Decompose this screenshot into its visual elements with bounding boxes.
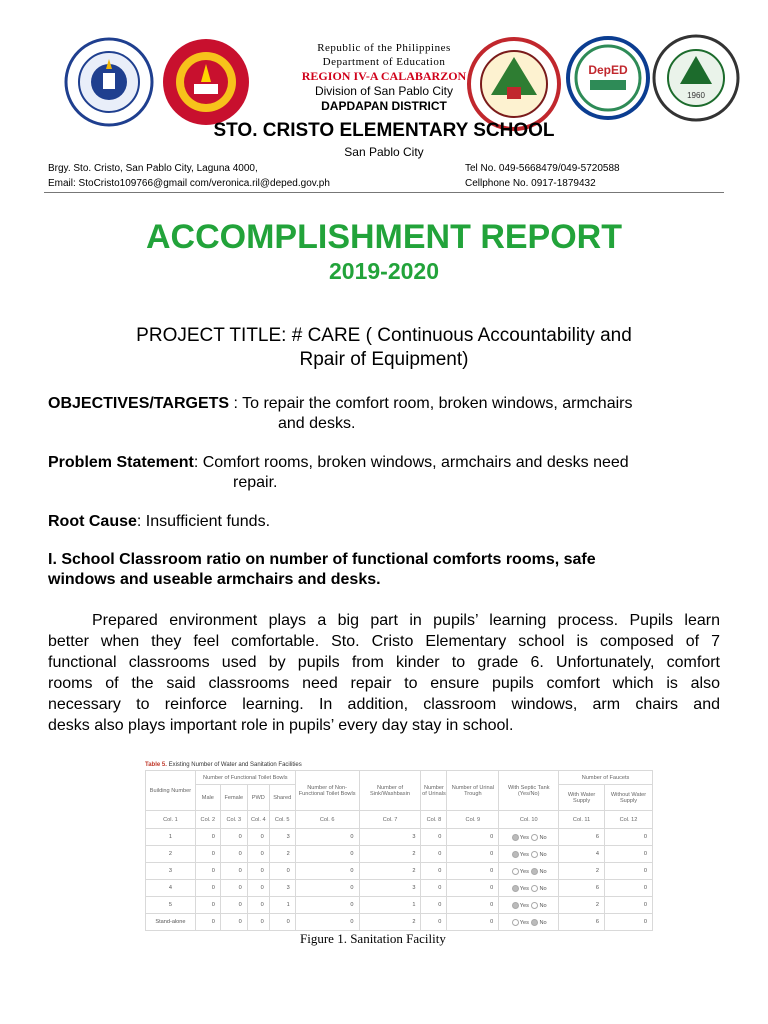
table-cell-with-water: 6 [559,880,605,897]
problem-text-cont: repair. [233,474,278,491]
table-cell-pwd: 0 [247,846,269,863]
no-label: No [539,834,547,841]
project-title-line1: PROJECT TITLE: # CARE ( Continuous Accountability and [136,325,632,346]
table-row [146,863,653,880]
table-cell-with-water: 6 [559,829,605,846]
column-label: Col. 7 [359,811,421,829]
paragraph-line: Prepared environment plays a big part in pupils’ learning process. Pupils learn [92,612,720,629]
table-cell-female: 0 [220,914,247,931]
email-line: Email: StoCristo109766@gmail com/veronica.ril@deped.gov.ph [48,178,330,189]
no-label: No [539,902,547,909]
yes-label: Yes [519,885,529,892]
table-cell-without-water: 0 [605,863,653,880]
table-cell-trough: 0 [447,897,499,914]
septic-radio-cell [499,897,559,914]
yes-radio-icon [512,919,519,926]
objectives-text-cont: and desks. [278,415,356,432]
th-septic: With Septic Tank (Yes/No) [499,771,559,811]
table-cell-pwd: 0 [247,914,269,931]
table-cell-without-water: 0 [605,880,653,897]
table-cell-sink: 2 [359,914,421,931]
table-cell-sink: 3 [359,829,421,846]
svg-text:DepED: DepED [588,63,628,77]
no-radio-icon [531,834,538,841]
no-radio-icon [531,902,538,909]
section1-heading-line2: windows and useable armchairs and desks. [48,571,381,588]
table-row [146,914,653,931]
table-cell-nonfunc: 0 [295,829,359,846]
region-line: REGION IV-A CALABARZON [301,69,467,83]
problem-text: : Comfort rooms, broken windows, armchairs and desks need [193,454,629,471]
table-row [146,897,653,914]
table-cell-pwd: 0 [247,880,269,897]
table-cell-shared: 0 [269,863,295,880]
table-cell-urinals: 0 [421,846,447,863]
table-cell-urinals: 0 [421,897,447,914]
table-cell-building: 4 [146,880,196,897]
no-radio-icon [531,851,538,858]
yes-radio-icon [512,885,519,892]
th-faucet-group: Number of Faucets [559,771,653,785]
body-paragraph [48,610,720,736]
republic-line: Republic of the Philippines [317,42,451,54]
column-label-row [146,811,653,829]
table-cell-without-water: 0 [605,829,653,846]
table-cell-shared: 2 [269,846,295,863]
th-nonfunctional: Number of Non-Functional Toilet Bowls [295,771,359,811]
yes-radio-icon [512,868,519,875]
table-cell-male: 0 [195,863,220,880]
table-cell-male: 0 [195,880,220,897]
svg-text:1960: 1960 [687,91,705,100]
table-caption [145,760,653,770]
table-cell-nonfunc: 0 [295,880,359,897]
column-label: Col. 4 [247,811,269,829]
project-title-line2: Rpair of Equipment) [299,349,469,370]
column-label: Col. 1 [146,811,196,829]
table-cell-shared: 3 [269,880,295,897]
table-cell-male: 0 [195,846,220,863]
table-cell-building: 2 [146,846,196,863]
tel-line: Tel No. 049-5668479/049-5720588 [465,163,620,174]
district-line: DAPDAPAN DISTRICT [321,99,447,113]
th-sink: Number of Sink/Washbasin [359,771,421,811]
division-line: Division of San Pablo City [314,84,454,98]
table-cell-nonfunc: 0 [295,914,359,931]
table-row [146,880,653,897]
root-cause-block [48,513,270,531]
septic-radio-cell [499,914,559,931]
table-caption-text: Existing Number of Water and Sanitation Facilities [166,762,302,768]
paragraph-line: necessary to reinforce learning. In addition, classroom windows, arm chairs and [48,696,720,713]
paragraph-line: rooms of the said classrooms need repair to ensure pupils comfort which is also [48,675,720,692]
table-cell-without-water: 0 [605,846,653,863]
yes-label: Yes [519,902,529,909]
column-label: Col. 3 [220,811,247,829]
problem-block [48,454,629,472]
table-cell-urinals: 0 [421,829,447,846]
paragraph-line: better when they feel comfortable. Sto. Cristo Elementary school is composed of 7 [48,633,720,650]
address-line: Brgy. Sto. Cristo, San Pablo City, Laguna 4000, [48,163,258,174]
table-cell-with-water: 2 [559,863,605,880]
th-without-water: Without Water Supply [605,785,653,811]
objectives-text: : To repair the comfort room, broken windows, armchairs [229,395,633,412]
sanitation-table [145,770,653,931]
header-divider [44,192,724,193]
column-label: Col. 6 [295,811,359,829]
objectives-label: OBJECTIVES/TARGETS [48,395,230,412]
sanitation-table-body [146,829,653,931]
column-label: Col. 11 [559,811,605,829]
th-female: Female [220,785,247,811]
septic-radio-cell [499,846,559,863]
no-label: No [539,885,547,892]
table-cell-female: 0 [220,897,247,914]
figure-caption: Figure 1. Sanitation Facility [300,931,446,946]
column-label: Col. 9 [447,811,499,829]
table-cell-pwd: 0 [247,897,269,914]
table-cell-with-water: 6 [559,914,605,931]
table-cell-building: 5 [146,897,196,914]
yes-label: Yes [519,868,529,875]
table-cell-nonfunc: 0 [295,897,359,914]
table-cell-male: 0 [195,914,220,931]
problem-label: Problem Statement [48,454,194,471]
th-building: Building Number [146,771,196,811]
table-cell-urinals: 0 [421,914,447,931]
cellphone-line: Cellphone No. 0917-1879432 [465,178,596,189]
table-cell-sink: 1 [359,897,421,914]
table-cell-trough: 0 [447,829,499,846]
table-cell-without-water: 0 [605,914,653,931]
paragraph-line: functional classrooms used by pupils from kinder to grade 6. Unfortunately, comfort [48,654,720,671]
septic-radio-cell [499,863,559,880]
th-urinals: Number of Urinals [421,771,447,811]
table-cell-male: 0 [195,829,220,846]
yes-label: Yes [519,834,529,841]
no-label: No [539,868,547,875]
no-radio-icon [531,885,538,892]
table-cell-trough: 0 [447,914,499,931]
column-label: Col. 2 [195,811,220,829]
no-label: No [539,919,547,926]
table-cell-male: 0 [195,897,220,914]
table-cell-building: Stand-alone [146,914,196,931]
column-label: Col. 5 [269,811,295,829]
sanitation-table-figure [145,760,653,938]
table-cell-sink: 3 [359,880,421,897]
table-cell-nonfunc: 0 [295,846,359,863]
table-cell-female: 0 [220,863,247,880]
objectives-block [48,395,632,413]
th-trough: Number of Urinal Trough [447,771,499,811]
table-cell-shared: 1 [269,897,295,914]
table-cell-sink: 2 [359,846,421,863]
table-cell-urinals: 0 [421,880,447,897]
septic-radio-cell [499,880,559,897]
table-cell-trough: 0 [447,880,499,897]
table-cell-female: 0 [220,880,247,897]
city-line: San Pablo City [344,145,424,159]
table-cell-with-water: 4 [559,846,605,863]
table-cell-pwd: 0 [247,863,269,880]
yes-radio-icon [512,834,519,841]
yes-label: Yes [519,851,529,858]
column-label: Col. 10 [499,811,559,829]
no-label: No [539,851,547,858]
table-cell-nonfunc: 0 [295,863,359,880]
department-line: Department of Education [322,56,446,68]
th-male: Male [195,785,220,811]
school-name: STO. CRISTO ELEMENTARY SCHOOL [213,120,555,141]
septic-radio-cell [499,829,559,846]
report-year: 2019-2020 [329,258,439,284]
no-radio-icon [531,919,538,926]
table-cell-building: 3 [146,863,196,880]
yes-radio-icon [512,902,519,909]
paragraph-line: desks also plays important role in pupils’ every day stay in school. [48,717,514,734]
table-cell-trough: 0 [447,846,499,863]
table-cell-building: 1 [146,829,196,846]
table-cell-female: 0 [220,829,247,846]
th-toilet-group: Number of Functional Toilet Bowls [195,771,295,785]
table-cell-sink: 2 [359,863,421,880]
table-cell-with-water: 2 [559,897,605,914]
table-cell-without-water: 0 [605,897,653,914]
table-row [146,829,653,846]
root-cause-text: : Insufficient funds. [136,513,271,530]
column-label: Col. 12 [605,811,653,829]
table-row [146,846,653,863]
column-label: Col. 8 [421,811,447,829]
th-with-water: With Water Supply [559,785,605,811]
th-shared: Shared [269,785,295,811]
yes-radio-icon [512,851,519,858]
no-radio-icon [531,868,538,875]
table-caption-label: Table 5. [145,762,167,768]
table-cell-female: 0 [220,846,247,863]
table-cell-shared: 3 [269,829,295,846]
th-pwd: PWD [247,785,269,811]
yes-label: Yes [519,919,529,926]
table-cell-urinals: 0 [421,863,447,880]
report-title: ACCOMPLISHMENT REPORT [146,218,622,256]
root-cause-label: Root Cause [48,513,137,530]
table-cell-pwd: 0 [247,829,269,846]
section1-heading-line1: I. School Classroom ratio on number of functional comforts rooms, safe [48,551,596,568]
table-cell-shared: 0 [269,914,295,931]
table-cell-trough: 0 [447,863,499,880]
